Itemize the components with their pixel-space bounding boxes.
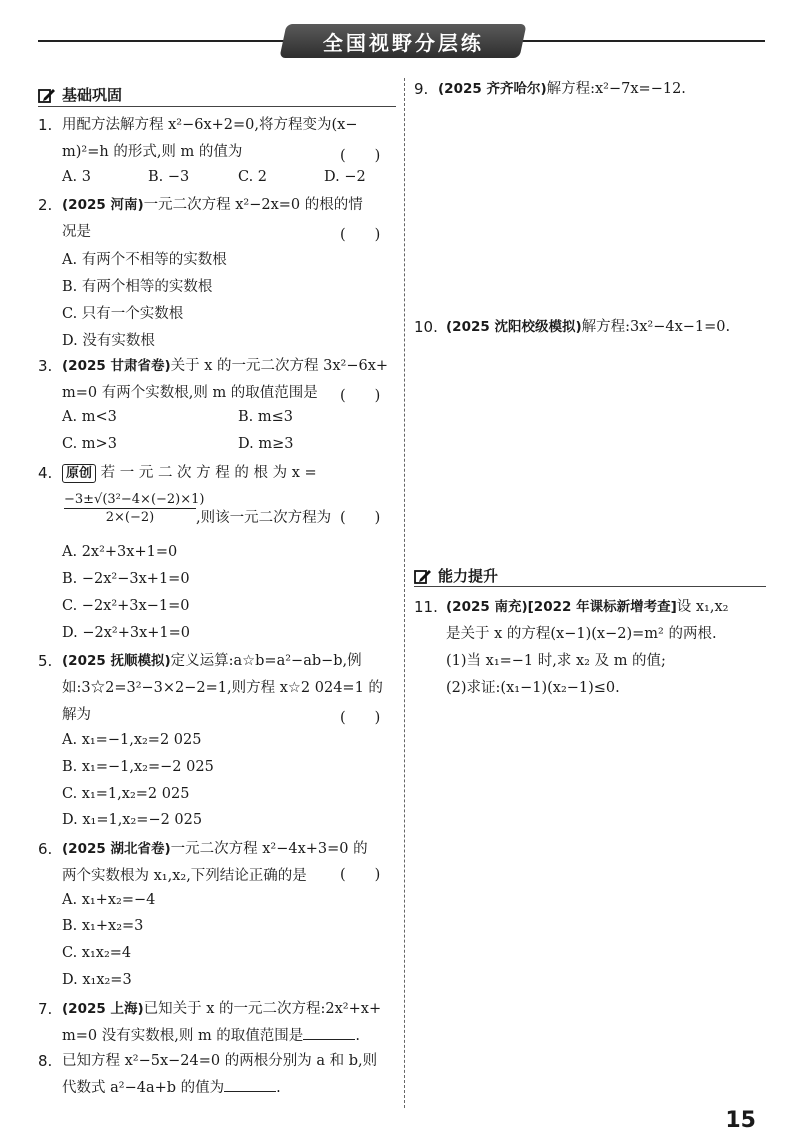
q5-option-b: B. x₁=−1,x₂=−2 025: [62, 759, 214, 775]
header-rule-right: [520, 40, 765, 42]
q6-line1: 一元二次方程 x²−4x+3=0 的: [170, 841, 368, 857]
q7-line2: m=0 没有实数根,则 m 的取值范围是: [62, 1028, 304, 1044]
q4-option-b: B. −2x²−3x+1=0: [62, 571, 190, 587]
q4-option-a: A. 2x²+3x+1=0: [62, 544, 178, 560]
q7-line1: 已知关于 x 的一元二次方程:2x²+x+: [143, 1001, 382, 1017]
q5-number: 5.: [38, 652, 53, 670]
q5-option-a: A. x₁=−1,x₂=2 025: [62, 732, 202, 748]
q11-number: 11.: [414, 598, 438, 616]
section-basic-rule: [38, 106, 396, 107]
q1-option-d: D. −2: [324, 169, 366, 185]
q11-source: (2025 南充): [446, 599, 528, 615]
pencil-note-icon: [414, 568, 432, 584]
q4-line1: 若 一 元 二 次 方 程 的 根 为 x =: [100, 465, 317, 481]
q8-end: .: [276, 1080, 281, 1096]
q11-part2: (2)求证:(x₁−1)(x₂−1)≤0.: [446, 680, 620, 696]
header-title: 全国视野分层练: [322, 30, 484, 55]
q2-option-b: B. 有两个相等的实数根: [62, 279, 213, 295]
q4-original-badge: 原创: [62, 464, 96, 483]
q11-tag: [2022 年课标新增考查]: [527, 599, 677, 615]
q8-text: [62, 1048, 377, 1102]
q1-line2: m)²=h 的形式,则 m 的值为: [62, 144, 243, 160]
q4-numerator: −3±√(3²−4×(−2)×1): [64, 492, 205, 507]
q8-line2: 代数式 a²−4a+b 的值为: [62, 1080, 225, 1096]
q5-line1: 定义运算:a☆b=a²−ab−b,例: [170, 653, 362, 669]
q2-answer-paren: ( ): [340, 227, 381, 243]
q1-text: [62, 112, 358, 166]
header-banner: [279, 24, 526, 58]
q3-answer-paren: ( ): [340, 388, 381, 404]
q6-source: (2025 湖北省卷): [62, 841, 171, 857]
q4-option-c: C. −2x²+3x−1=0: [62, 598, 190, 614]
q1-number: 1.: [38, 116, 53, 134]
q4-fraction: [64, 492, 205, 525]
q3-source: (2025 甘肃省卷): [62, 358, 171, 374]
q3-line2: m=0 有两个实数根,则 m 的取值范围是: [62, 385, 318, 401]
q2-line1: 一元二次方程 x²−2x=0 的根的情: [143, 197, 363, 213]
q11-line1: 设 x₁,x₂: [676, 599, 729, 615]
q11-line2: 是关于 x 的方程(x−1)(x−2)=m² 的两根.: [446, 626, 717, 642]
header-rule-left: [38, 40, 288, 42]
q6-number: 6.: [38, 840, 53, 858]
q6-option-d: D. x₁x₂=3: [62, 972, 132, 988]
q4-answer-paren: ( ): [340, 510, 381, 526]
q10-number: 10.: [414, 318, 438, 336]
q7-end: .: [355, 1028, 360, 1044]
q10-body: 解方程:3x²−4x−1=0.: [581, 319, 731, 335]
section-advanced-rule: [414, 586, 766, 587]
q4-text: [62, 460, 317, 487]
q11-part1: (1)当 x₁=−1 时,求 x₂ 及 m 的值;: [446, 653, 666, 669]
q4-number: 4.: [38, 464, 53, 482]
q6-option-b: B. x₁+x₂=3: [62, 918, 144, 934]
q3-line1: 关于 x 的一元二次方程 3x²−6x+: [170, 358, 389, 374]
q2-option-c: C. 只有一个实数根: [62, 306, 184, 322]
q1-option-c: C. 2: [238, 169, 268, 185]
q2-line2: 况是: [62, 224, 91, 240]
q4-option-d: D. −2x²+3x+1=0: [62, 625, 190, 641]
q5-line2: 如:3☆2=3²−3×2−2=1,则方程 x☆2 024=1 的: [62, 680, 383, 696]
q5-option-c: C. x₁=1,x₂=2 025: [62, 786, 190, 802]
page-number: 15: [725, 1108, 756, 1133]
q1-option-a: A. 3: [62, 169, 91, 185]
q4-denominator: 2×(−2): [105, 510, 155, 525]
q8-answer-blank[interactable]: [224, 1077, 276, 1092]
q7-number: 7.: [38, 1000, 53, 1018]
q5-answer-paren: ( ): [340, 710, 381, 726]
q8-line1: 已知方程 x²−5x−24=0 的两根分别为 a 和 b,则: [62, 1053, 378, 1069]
q1-option-b: B. −3: [148, 169, 190, 185]
q2-option-d: D. 没有实数根: [62, 333, 155, 349]
pencil-note-icon: [38, 87, 56, 103]
q4-line2: ,则该一元二次方程为: [196, 510, 332, 526]
q10-text: [446, 314, 730, 341]
q5-line3: 解为: [62, 707, 91, 723]
q2-number: 2.: [38, 196, 53, 214]
q9-number: 9.: [414, 80, 429, 98]
q7-source: (2025 上海): [62, 1001, 144, 1017]
q3-number: 3.: [38, 357, 53, 375]
q5-source: (2025 抚顺模拟): [62, 653, 171, 669]
q3-option-c: C. m>3: [62, 436, 117, 452]
q7-answer-blank[interactable]: [303, 1025, 355, 1040]
q1-line1: 用配方法解方程 x²−6x+2=0,将方程变为(x−: [62, 117, 358, 133]
q9-text: [438, 76, 686, 103]
q6-option-c: C. x₁x₂=4: [62, 945, 132, 961]
q6-option-a: A. x₁+x₂=−4: [62, 892, 156, 908]
q5-text: [62, 648, 383, 729]
q9-body: 解方程:x²−7x=−12.: [546, 81, 686, 97]
q6-text: [62, 836, 368, 890]
q3-option-a: A. m<3: [62, 409, 117, 425]
q3-option-d: D. m≥3: [238, 436, 294, 452]
q6-answer-paren: ( ): [340, 867, 381, 883]
q10-source: (2025 沈阳校级模拟): [446, 319, 582, 335]
section-advanced-heading: [414, 565, 498, 586]
q2-text: [62, 192, 363, 246]
q7-text: [62, 996, 381, 1050]
q11-text: [446, 594, 728, 702]
section-basic-heading: [38, 84, 122, 105]
q9-source: (2025 齐齐哈尔): [438, 81, 547, 97]
column-divider: [404, 78, 405, 1108]
q1-answer-paren: ( ): [340, 148, 381, 164]
q2-source: (2025 河南): [62, 197, 144, 213]
q5-option-d: D. x₁=1,x₂=−2 025: [62, 812, 203, 828]
q3-option-b: B. m≤3: [238, 409, 293, 425]
section-advanced-label: 能力提升: [438, 567, 499, 585]
q2-option-a: A. 有两个不相等的实数根: [62, 252, 227, 268]
q6-line2: 两个实数根为 x₁,x₂,下列结论正确的是: [62, 868, 307, 884]
q8-number: 8.: [38, 1052, 53, 1070]
section-basic-label: 基础巩固: [62, 86, 123, 104]
